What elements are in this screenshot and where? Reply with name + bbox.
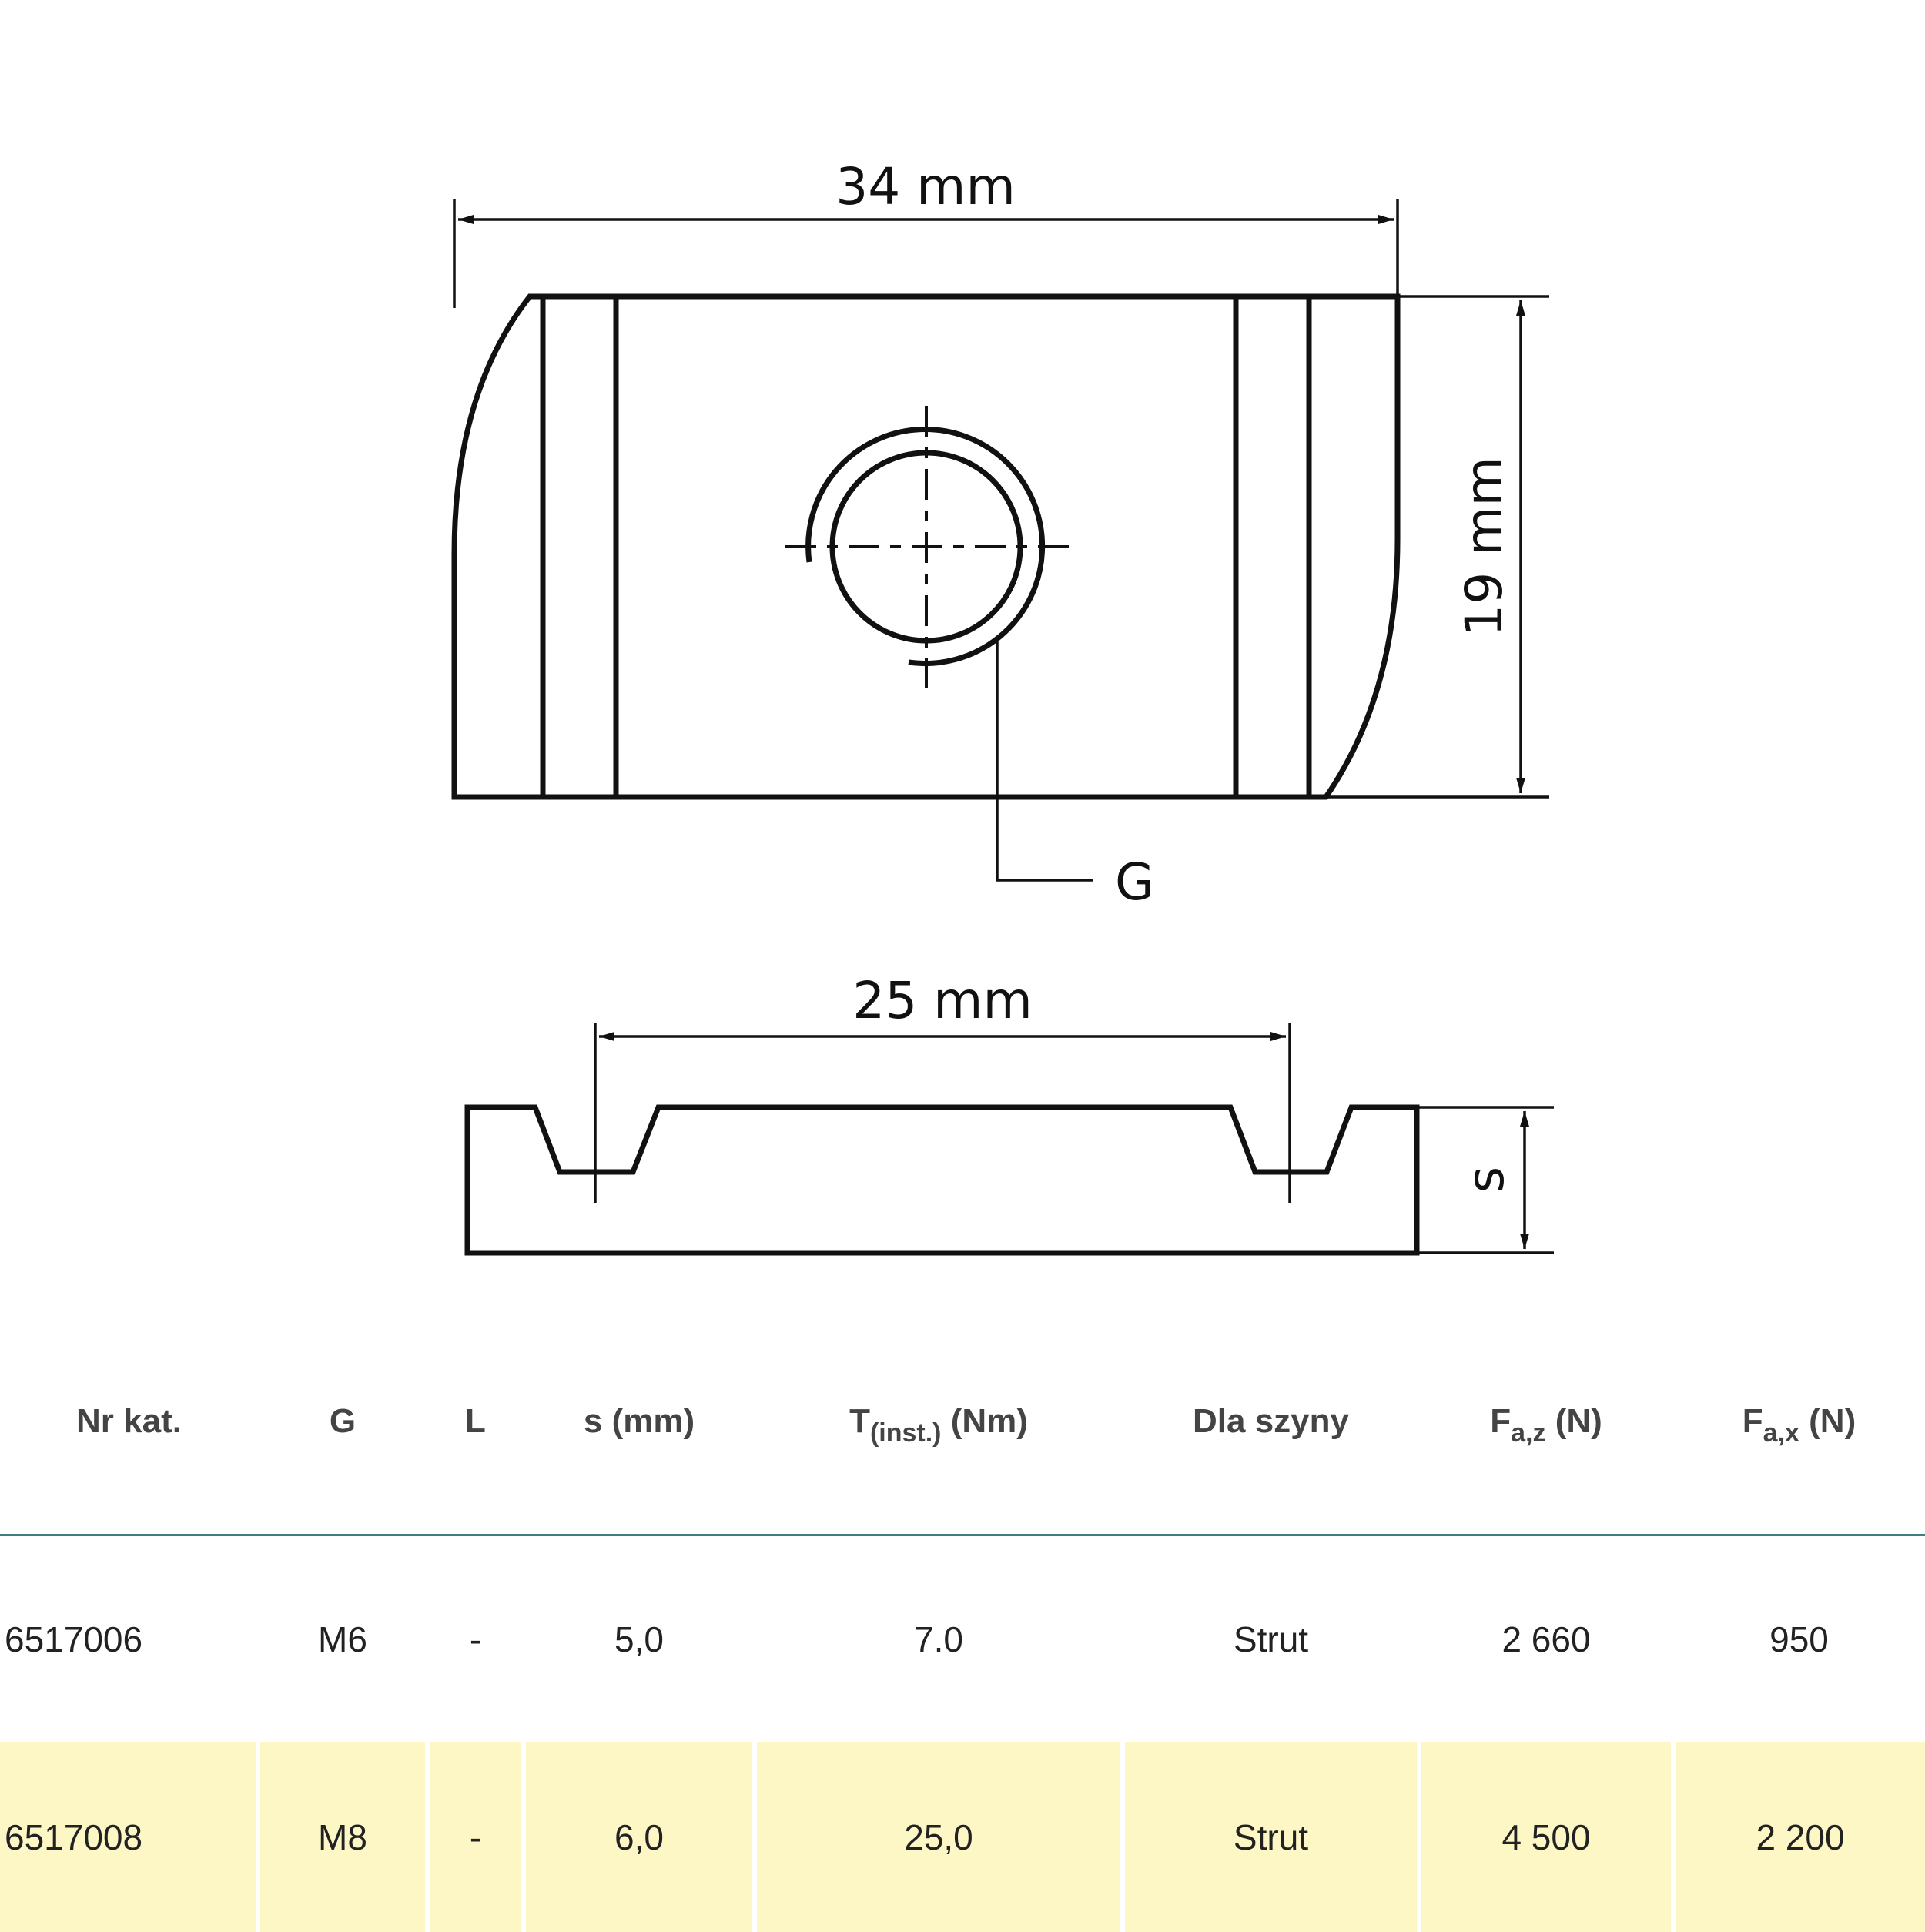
- header-thread: G: [258, 1309, 427, 1535]
- cell-thickness: 6,0: [524, 1742, 755, 1932]
- cell-faz: 2 660: [1502, 1619, 1591, 1659]
- table-row: [0, 1535, 1925, 1743]
- nut-side-profile: [467, 1107, 1417, 1253]
- cell-fax: 2 200: [1673, 1742, 1925, 1932]
- width-label: 34 mm: [835, 157, 1016, 216]
- header-length: L: [427, 1309, 524, 1535]
- thickness-label: s: [1456, 1166, 1515, 1194]
- cell-catalog: 6517006: [5, 1619, 143, 1659]
- slot-pitch-label: 25 mm: [852, 971, 1033, 1030]
- faz-subscript: a,z: [1511, 1418, 1546, 1448]
- table-header-row: [0, 1309, 1925, 1535]
- header-rail: Dla szyny: [1123, 1309, 1419, 1535]
- cell-length: -: [469, 1619, 482, 1659]
- cell-thickness: 5,0: [614, 1619, 664, 1659]
- cell-thread: M8: [258, 1742, 427, 1932]
- fax-subscript: a,x: [1763, 1418, 1799, 1448]
- header-torque: [755, 1309, 1123, 1535]
- fax-unit: (N): [1809, 1402, 1856, 1440]
- header-catalog: Nr kat.: [0, 1309, 258, 1535]
- torque-symbol: T: [849, 1402, 870, 1440]
- header-thickness: s (mm): [524, 1309, 755, 1535]
- cell-torque: 7.0: [914, 1619, 963, 1659]
- spec-table: [0, 1309, 1925, 1932]
- cell-length: -: [427, 1742, 524, 1932]
- cell-rail: Strut: [1123, 1742, 1419, 1932]
- torque-subscript: (inst.): [869, 1418, 942, 1448]
- table-row: [0, 1742, 1925, 1932]
- height-label: 19 mm: [1455, 457, 1514, 637]
- torque-unit: (Nm): [950, 1402, 1028, 1440]
- cell-rail: Strut: [1233, 1619, 1309, 1659]
- header-faz: [1419, 1309, 1673, 1535]
- faz-unit: (N): [1555, 1402, 1602, 1440]
- fax-symbol: F: [1742, 1402, 1763, 1440]
- cell-fax: 950: [1769, 1619, 1829, 1659]
- cell-thread: M6: [318, 1619, 367, 1659]
- top-view: [454, 157, 1549, 912]
- side-view: [467, 971, 1554, 1253]
- cell-catalog: 6517008: [0, 1742, 258, 1932]
- cell-faz: 4 500: [1419, 1742, 1673, 1932]
- cell-torque: 25,0: [755, 1742, 1123, 1932]
- threaded-hole: [785, 406, 1069, 688]
- thread-leader-line: [997, 639, 1093, 880]
- thread-label: G: [1115, 852, 1155, 912]
- header-fax: [1673, 1309, 1925, 1535]
- faz-symbol: F: [1490, 1402, 1512, 1440]
